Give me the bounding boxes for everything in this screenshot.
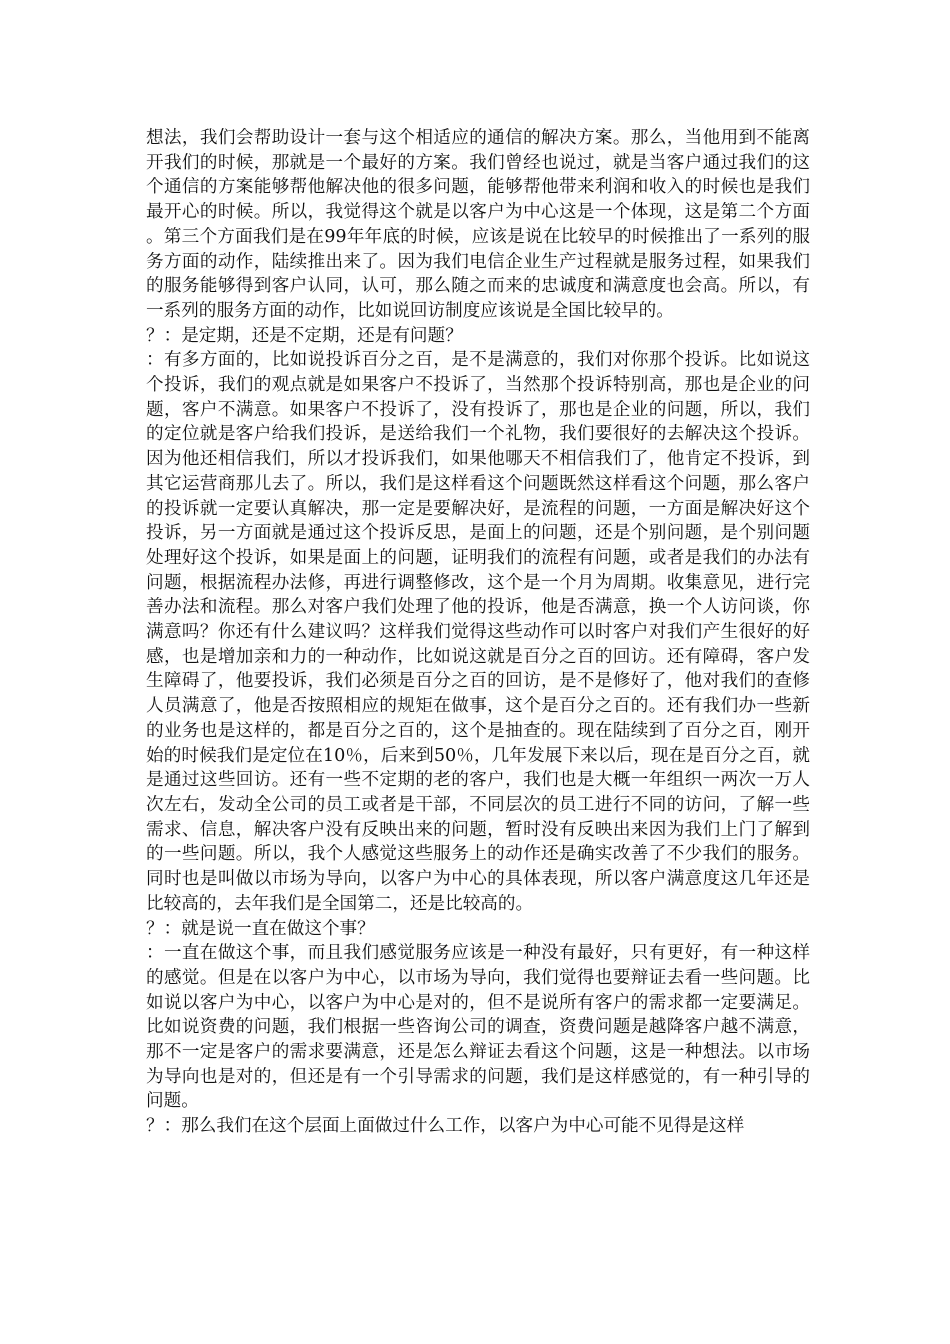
document-body [146, 126, 810, 1139]
paragraph-question: ？：那么我们在这个层面上面做过什么工作，以客户为中心可能不见得是这样 [146, 1116, 745, 1137]
paragraph-question: ？：是定期，还是不定期，还是有问题？ [146, 325, 463, 346]
paragraph-answer: ：有多方面的，比如说投诉百分之百，是不是满意的，我们对你那个投诉。比如说这个投诉，我们的观点就是如果客户不投诉了，当然那个投诉特别高，那也是企业的问题，客户不满意。如果客户不投诉了，没有投诉了，那也是企业的问题，所以，我们的定位就是客户给我们投诉，是送给我们一个礼物，我们要很好的去解决这个投诉。因为他还相信我们，所以才投诉我们，如果他哪天不相信我们了，他肯定不投诉，到其它运营商那儿去了。所以，我们是这样看这个问题既然这样看这个问题，那么客户的投诉就一定要认真解决，那一定是要解决好，是流程的问题，一方面是解决好这个投诉，另一方面就是通过这个投诉反思，是面上的问题，还是个别问题，是个别问题处理好这个投诉，如果是面上的问题，证明我们的流程有问题，或者是我们的办法有问题，根据流程办法修，再进行调整修改，这个是一个月为周期。收集意见，进行完善办法和流程。那么对客户我们处理了他的投诉，他是否满意，换一个人访问谈，你满意吗？你还有什么建议吗？这样我们觉得这些动作可以时客户对我们产生很好的好感，也是增加亲和力的一种动作，比如说这就是百分之百的回访。还有障碍，客户发生障碍了，他要投诉，我们必须是百分之百的回访，是不是修好了，他对我们的查修人员满意了，他是否按照相应的规矩在做事，这个是百分之百的。还有我们办一些新的业务也是这样的，都是百分之百的，这个是抽查的。现在陆续到了百分之百，刚开始的时候我们是定位在10％，后来到50％，几年发展下来以后，现在是百分之百，就是通过这些回访。还有一些不定期的老的客户，我们也是大概一年组织一两次一万人次左右，发动全公司的员工或者是干部，不同层次的员工进行不同的访问，了解一些需求、信息，解决客户没有反映出来的问题，暂时没有反映出来因为我们上门了解到的一些问题。所以，我个人感觉这些服务上的动作还是确实改善了不少我们的服务。同时也是叫做以市场为导向，以客户为中心的具体表现，所以客户满意度这几年还是比较高的，去年我们是全国第二，还是比较高的。 [146, 350, 810, 914]
paragraph-answer-continuation: 想法，我们会帮助设计一套与这个相适应的通信的解决方案。那么，当他用到不能离开我们的时候，那就是一个最好的方案。我们曾经也说过，就是当客户通过我们的这个通信的方案能够帮他解决他的很多问题，能够帮他带来利润和收入的时候也是我们最开心的时候。所以，我觉得这个就是以客户为中心这是一个体现，这是第二个方面。第三个方面我们是在99年年底的时候，应该是说在比较早的时候推出了一系列的服务方面的动作，陆续推出来了。因为我们电信企业生产过程就是服务过程，如果我们的服务能够得到客户认同，认可，那么随之而来的忠诚度和满意度也会高。所以，有一系列的服务方面的动作，比如说回访制度应该说是全国比较早的。 [146, 128, 810, 321]
paragraph-question: ？：就是说一直在做这个事？ [146, 918, 375, 939]
paragraph-answer: ：一直在做这个事，而且我们感觉服务应该是一种没有最好，只有更好，有一种这样的感觉。但是在以客户为中心，以市场为导向，我们觉得也要辩证去看一些问题。比如说以客户为中心，以客户为中心是对的，但不是说所有客户的需求都一定要满足。比如说资费的问题，我们根据一些咨询公司的调查，资费问题是越降客户越不满意，那不一定是客户的需求要满意，还是怎么辩证去看这个问题，这是一种想法。以市场为导向也是对的，但还是有一个引导需求的问题，我们是这样感觉的，有一种引导的问题。 [146, 943, 810, 1112]
